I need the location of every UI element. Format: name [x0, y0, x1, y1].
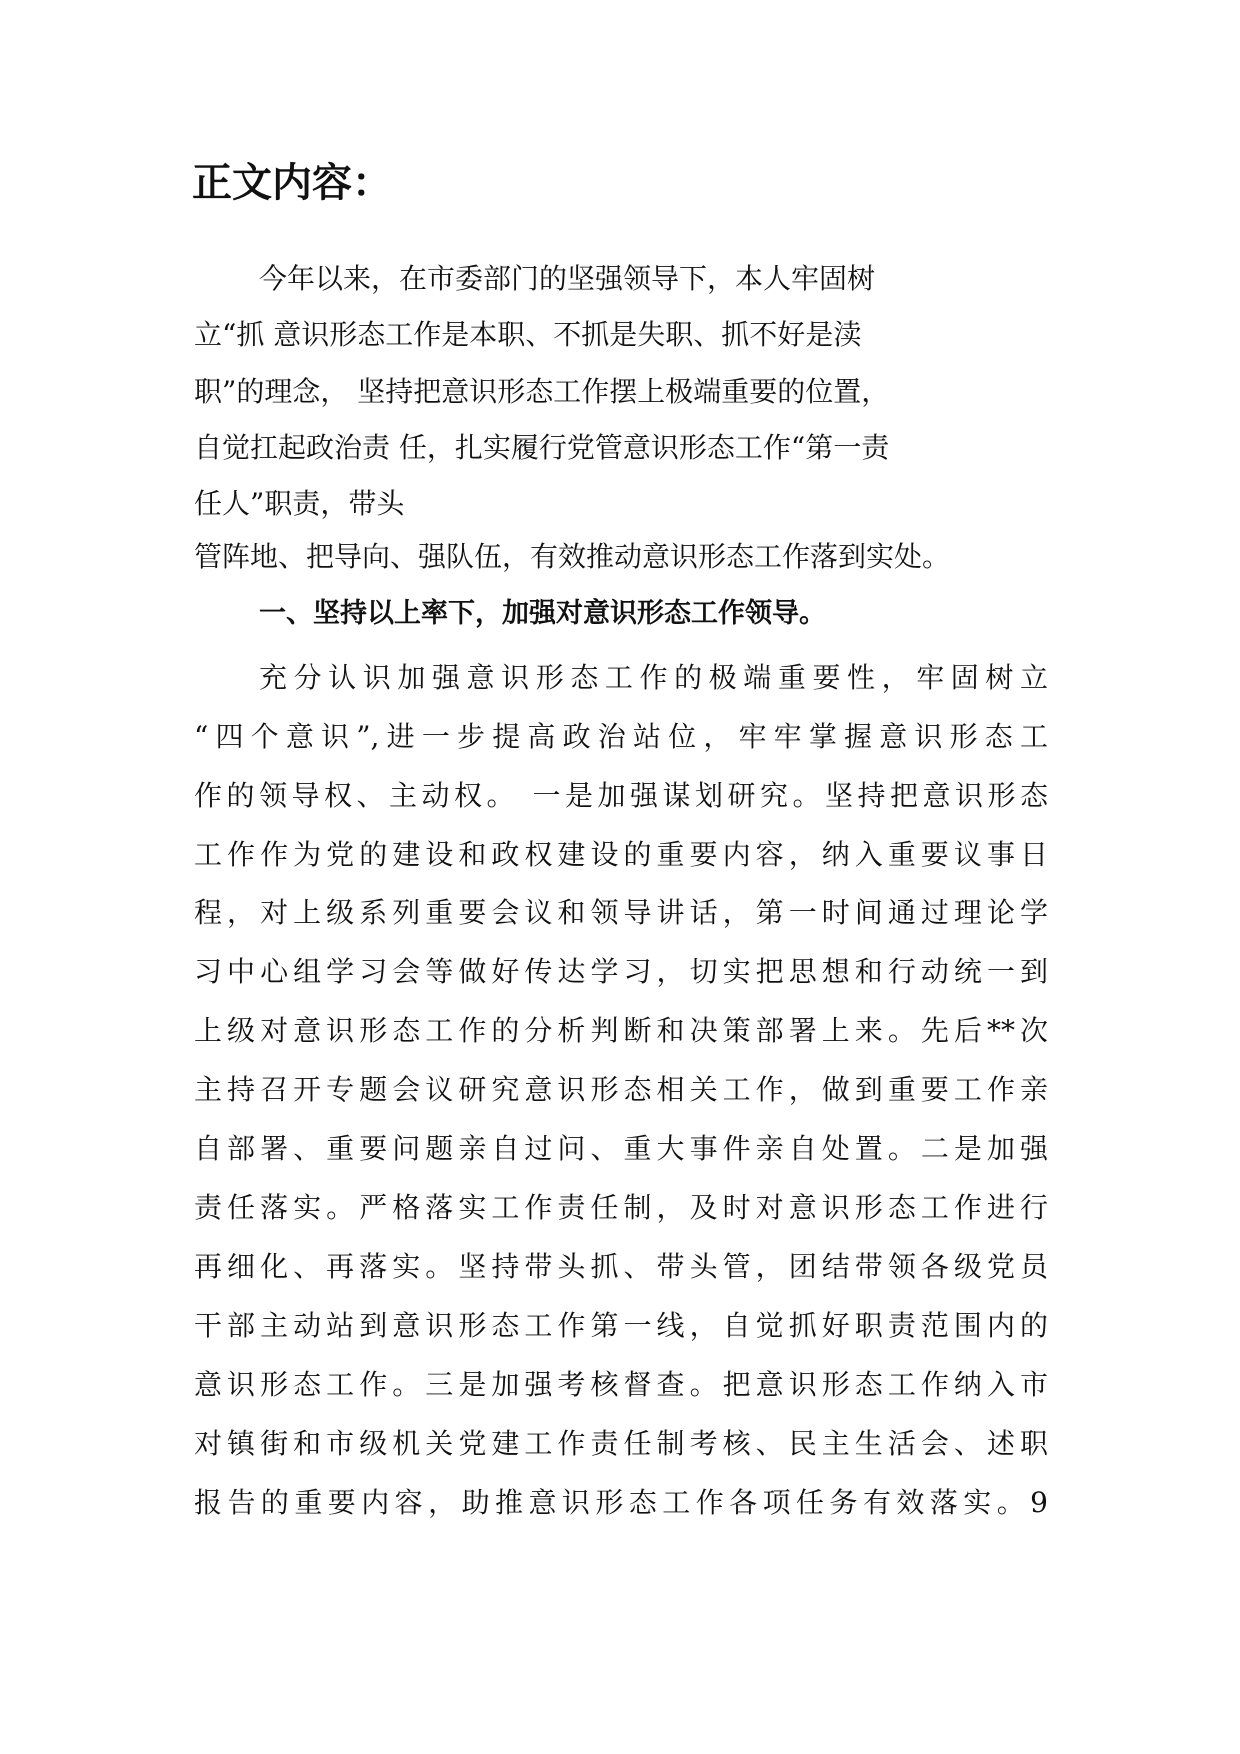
section1-line-4: 工作作为党的建设和政权建设的重要内容，纳入重要议事日: [194, 838, 1048, 871]
section1-line-13: 意识形态工作。三是加强考核督查。把意识形态工作纳入市: [194, 1368, 1048, 1401]
section1-line-9: 自部署、重要问题亲自过问、重大事件亲自处置。二是加强: [194, 1132, 1048, 1165]
intro-line-3: 职”的理念， 坚持把意识形态工作摆上极端重要的位置，: [194, 375, 890, 408]
section1-line-12: 干部主动站到意识形态工作第一线，自觉抓好职责范围内的: [194, 1309, 1048, 1342]
section1-line-8: 主持召开专题会议研究意识形态相关工作，做到重要工作亲: [194, 1073, 1048, 1106]
intro-line-2: 立“抓 意识形态工作是本职、不抓是失职、抓不好是渎: [194, 318, 862, 351]
section1-line-14: 对镇街和市级机关党建工作责任制考核、民主生活会、述职: [194, 1427, 1048, 1460]
page-title: 正文内容：: [192, 160, 392, 206]
section1-line-11: 再细化、再落实。坚持带头抓、带头管，团结带领各级党员: [194, 1250, 1048, 1283]
section1-line-1: 充分认识加强意识形态工作的极端重要性，牢固树立: [259, 661, 1048, 694]
section1-line-10: 责任落实。严格落实工作责任制，及时对意识形态工作进行: [194, 1191, 1048, 1224]
section-heading-1: 一、坚持以上率下，加强对意识形态工作领导。: [259, 598, 826, 629]
section1-line-3: 作的领导权、主动权。 一是加强谋划研究。坚持把意识形态: [194, 779, 1048, 812]
intro-line-1: 今年以来，在市委部门的坚强领导下，本人牢固树: [259, 262, 876, 295]
section1-line-15: 报告的重要内容，助推意识形态工作各项任务有效落实。9: [194, 1486, 1048, 1519]
section1-line-6: 习中心组学习会等做好传达学习，切实把思想和行动统一到: [194, 955, 1048, 988]
section1-line-2: “四个意识”,进一步提高政治站位，牢牢掌握意识形态工: [194, 720, 1048, 753]
intro-line-4: 自觉扛起政治责 任，扎实履行党管意识形态工作“第一责: [194, 431, 890, 464]
intro-line-6: 管阵地、把导向、强队伍，有效推动意识形态工作落到实处。: [194, 540, 951, 573]
intro-line-5: 任人”职责，带头: [194, 487, 405, 520]
section1-line-7: 上级对意识形态工作的分析判断和决策部署上来。先后**次: [194, 1014, 1048, 1047]
section1-line-5: 程，对上级系列重要会议和领导讲话，第一时间通过理论学: [194, 896, 1048, 929]
